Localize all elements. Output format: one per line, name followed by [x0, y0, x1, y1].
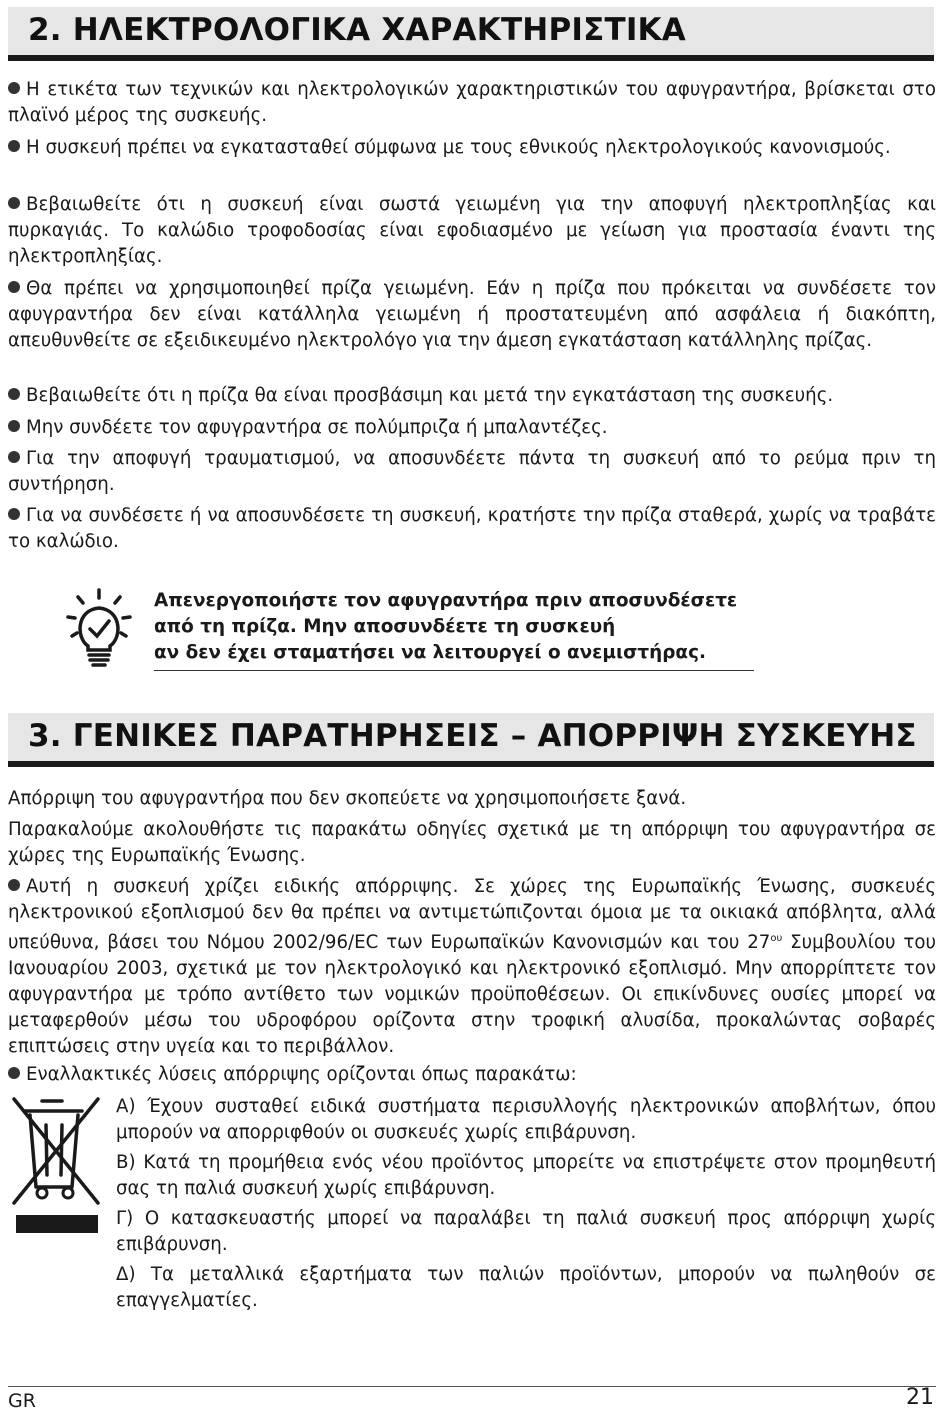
- bullet-icon: [8, 388, 20, 400]
- bullet-item: Εναλλακτικές λύσεις απόρριψης ορίζονται όπως παρακάτω:: [8, 1062, 936, 1088]
- bullet-item: Βεβαιωθείτε ότι η πρίζα θα είναι προσβάσιμη και μετά την εγκατάσταση της συσκευής.: [8, 383, 936, 409]
- bullet-icon: [8, 197, 20, 209]
- bullet-icon: [8, 879, 20, 891]
- footer-language: GR: [8, 1390, 36, 1412]
- section-2-title: 2. ΗΛΕΚΤΡΟΛΟΓΙΚΑ ΧΑΡΑΚΤΗΡΙΣΤΙΚΑ: [28, 12, 686, 48]
- page-number: 21: [906, 1385, 934, 1410]
- section-2-header: [8, 7, 934, 61]
- tip-text: Απενεργοποιήστε τον αφυγραντήρα πριν αποσυνδέσετε από τη πρίζα. Μην αποσυνδέετε τη συσκευή αν δεν έχει σταματήσει να λειτουργεί ο ανεμιστήρας.: [154, 588, 754, 671]
- bullet-item: Βεβαιωθείτε ότι η συσκευή είναι σωστά γειωμένη για την αποφυγή ηλεκτροπληξίας και πυρκαγιάς. Το καλώδιο τροφοδοσίας είναι εφοδιασμένο με γείωση για προστασία έναντι της ηλεκτροπληξίας.: [8, 194, 936, 267]
- intro-paragraph: Παρακαλούμε ακολουθήστε τις παρακάτω οδηγίες σχετικά με τη απόρριψη του αφυγραντήρα σε χώρες της Ευρωπαϊκής Ένωσης.: [8, 819, 936, 866]
- intro-paragraph: Απόρριψη του αφυγραντήρα που δεν σκοπεύετε να χρησιμοποιήσετε ξανά.: [8, 788, 687, 809]
- bullet-icon: [8, 451, 20, 463]
- bullet-item: Για την αποφυγή τραυματισμού, να αποσυνδέετε πάντα τη συσκευή από το ρεύμα πριν τη συντήρηση.: [8, 448, 936, 495]
- bullet-icon: [8, 508, 20, 520]
- disposal-option: Β) Κατά τη προμήθεια ενός νέου προϊόντος μπορείτε να επιστρέψετε στον προμηθευτή σας τη παλιά συσκευή χωρίς επιβάρυνση.: [116, 1152, 936, 1199]
- tip-box: [64, 588, 754, 678]
- bullet-icon: [8, 281, 20, 293]
- bullet-item: Η συσκευή πρέπει να εγκατασταθεί σύμφωνα με τους εθνικούς ηλεκτρολογικούς κανονισμούς.: [8, 135, 936, 161]
- disposal-option: Γ) Ο κατασκευαστής μπορεί να παραλάβει τη παλιά συσκευή προς απόρριψη χωρίς επιβάρυνση.: [116, 1208, 936, 1255]
- lightbulb-check-icon: [64, 588, 134, 670]
- bullet-item: Για να συνδέσετε ή να αποσυνδέσετε τη συσκευή, κρατήστε την πρίζα σταθερά, χωρίς να τραβάτε το καλώδιο.: [8, 505, 936, 552]
- bullet-icon: [8, 1067, 20, 1079]
- bullet-item: Θα πρέπει να χρησιμοποιηθεί πρίζα γειωμένη. Εάν η πρίζα που πρόκειται να συνδέσετε τον αφυγραντήρα δεν είναι κατάλληλα γειωμένη ή προστατευμένη από ασφάλεια ή διακόπτη, απευθυνθείτε σε εξειδικευμένο ηλεκτρολόγο για την άμεση εγκατάσταση κατάλληλης πρίζας.: [8, 278, 936, 351]
- bullet-item: Η ετικέτα των τεχνικών και ηλεκτρολογικών χαρακτηριστικών του αφυγραντήρα, βρίσκεται στο πλαϊνό μέρος της συσκευής.: [8, 79, 936, 126]
- bullet-icon: [8, 82, 20, 94]
- disposal-option: Α) Έχουν συσταθεί ειδικά συστήματα περισυλλογής ηλεκτρονικών αποβλήτων, όπου μπορούν να απορριφθούν οι συσκευές χωρίς επιβάρυνση.: [116, 1096, 936, 1143]
- footer-divider: [8, 1386, 936, 1387]
- bullet-item: Μην συνδέετε τον αφυγραντήρα σε πολύμπριζα ή μπαλαντέζες.: [8, 415, 936, 441]
- section-3-title: 3. ΓΕΝΙΚΕΣ ΠΑΡΑΤΗΡΗΣΕΙΣ – ΑΠΟΡΡΙΨΗ ΣΥΣΚΕΥΗΣ: [28, 718, 917, 754]
- bullet-item: Αυτή η συσκευή χρίζει ειδικής απόρριψης. Σε χώρες της Ευρωπαϊκής Ένωσης, συσκευές ηλεκτρονικού εξοπλισμού δεν θα πρέπει να αντιμετώπιζονται όμοια με τα οικιακά απόβλητα, αλλά υπεύθυνα, βάσει του Νόμου 2002/96/EC των Ευρωπαϊκών Κανονισμών και του $27^{o\upsilon}$ Συμβουλίου του Ιανουαρίου 2003, σχετικά με τον ηλεκτρολογικό και ηλεκτρονικό εξοπλισμό. Μην απορρίπτετε τον αφυγραντήρα με τρόπο αντίθετο των νομικών προϋποθέσεων. Οι επικίνδυνες ουσίες μπορεί να μεταφερθούν μέσω του υδροφόρου ορίζοντα στην τροφική αλυσίδα, προκαλώντας σοβαρές επιπτώσεις στην υγεία και το περιβάλλον.: [8, 876, 937, 1057]
- section-3-header: [8, 713, 934, 767]
- bullet-icon: [8, 140, 20, 152]
- disposal-option: Δ) Τα μεταλλικά εξαρτήματα των παλιών προϊόντων, μπορούν να πωληθούν σε επαγγελματίες.: [116, 1264, 936, 1311]
- crossed-out-bin-icon: [10, 1095, 102, 1237]
- bullet-icon: [8, 420, 20, 432]
